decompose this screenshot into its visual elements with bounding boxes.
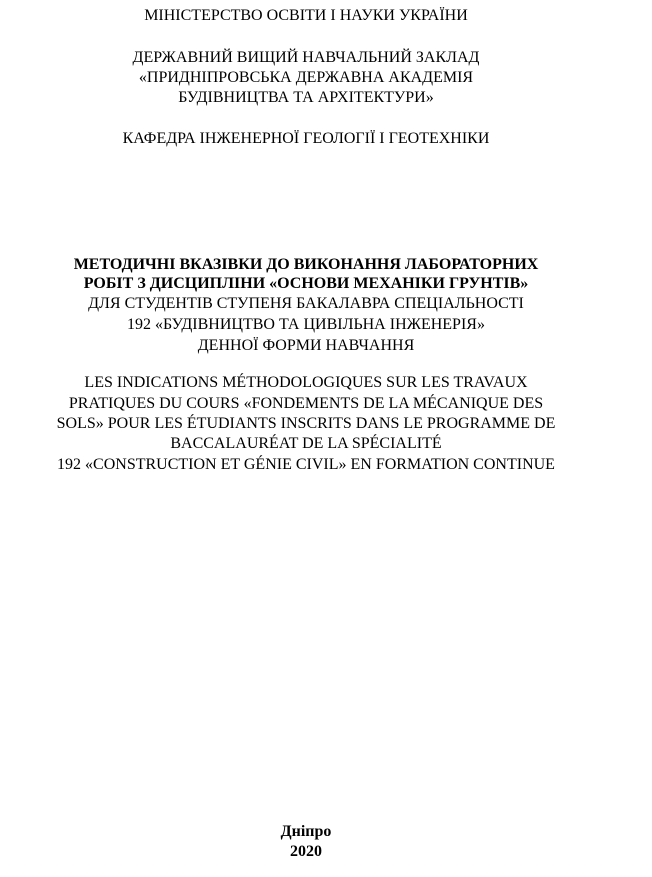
title-fr-line-1: LES INDICATIONS MÉTHODOLOGIQUES SUR LES TRAVAUX — [84, 374, 528, 391]
ministry-heading: МІНІСТЕРСТВО ОСВІТИ І НАУКИ УКРАЇНИ — [144, 7, 468, 24]
title-fr-line-5: 192 «CONSTRUCTION ET GÉNIE CIVIL» EN FORMATION CONTINUE — [57, 456, 555, 473]
title-uk-line-3: ДЛЯ СТУДЕНТІВ СТУПЕНЯ БАКАЛАВРА СПЕЦІАЛЬНОСТІ — [88, 295, 524, 312]
institution-line-2: «ПРИДНІПРОВСЬКА ДЕРЖАВНА АКАДЕМІЯ — [138, 69, 474, 86]
title-uk-line-5: ДЕННОЇ ФОРМИ НАВЧАННЯ — [197, 337, 415, 354]
title-fr-line-2: PRATIQUES DU COURS «FONDEMENTS DE LA MÉCANIQUE DES — [68, 395, 544, 412]
footer-city: Дніпро — [280, 823, 332, 840]
institution-line-3: БУДІВНИЦТВА ТА АРХІТЕКТУРИ» — [178, 89, 434, 106]
title-uk-line-2: РОБІТ З ДИСЦИПЛІНИ «ОСНОВИ МЕХАНІКИ ГРУНТІВ» — [83, 275, 529, 292]
institution-line-1: ДЕРЖАВНИЙ ВИЩИЙ НАВЧАЛЬНИЙ ЗАКЛАД — [132, 49, 480, 66]
footer-year: 2020 — [290, 843, 322, 860]
department-heading: КАФЕДРА ІНЖЕНЕРНОЇ ГЕОЛОГІЇ І ГЕОТЕХНІКИ — [122, 130, 490, 147]
title-fr-line-3: SOLS» POUR LES ÉTUDIANTS INSCRITS DANS LE PROGRAMME DE — [56, 415, 556, 432]
title-uk-line-4: 192 «БУДІВНИЦТВО ТА ЦИВІЛЬНА ІНЖЕНЕРІЯ» — [127, 316, 485, 333]
title-uk-line-1: МЕТОДИЧНІ ВКАЗІВКИ ДО ВИКОНАННЯ ЛАБОРАТОРНИХ — [73, 256, 539, 273]
title-fr-line-4: BACCALAURÉAT DE LA SPÉCIALITÉ — [170, 435, 442, 452]
